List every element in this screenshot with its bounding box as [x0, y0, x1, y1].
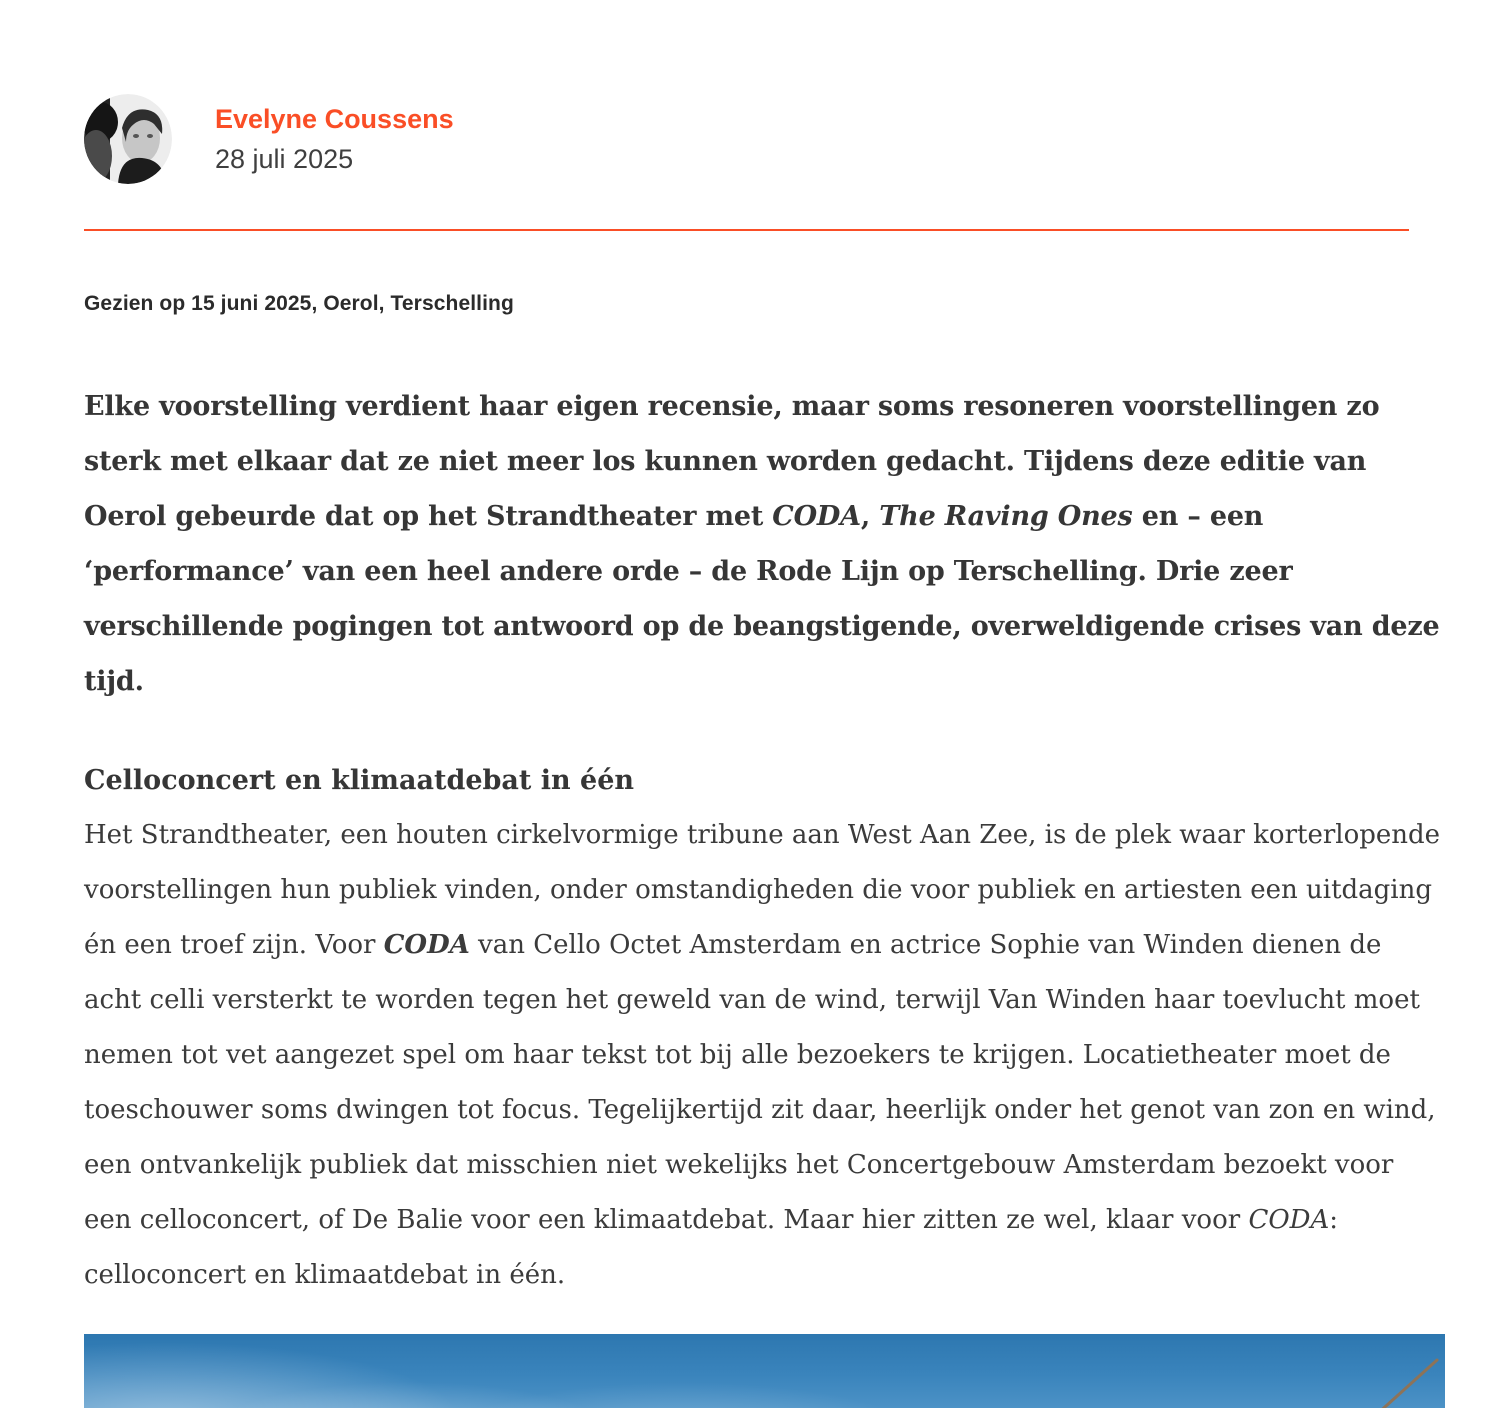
article-content-column	[84, 0, 1445, 1303]
author-header	[84, 0, 1445, 184]
seen-note: Gezien op 15 juni 2025, Oerol, Terschelling	[84, 292, 514, 315]
article-photo	[84, 1334, 1445, 1408]
author-meta	[215, 104, 454, 175]
accent-divider	[84, 229, 1409, 231]
publish-date: 28 juli 2025	[215, 143, 354, 174]
body-paragraph: Het Strandtheater, een houten cirkelvormige tribune aan West Aan Zee, is de plek waar korterlopende voorstellingen hun publiek vinden, onder omstandigheden die voor publiek en artiesten een uitdaging én een troef zijn. Voor CODA van Cello Octet Amsterdam en actrice Sophie van Winden dienen de acht celli versterkt te worden tegen het geweld van de wind, terwijl Van Winden haar toevlucht moet nemen tot vet aangezet spel om haar tekst tot bij alle bezoekers te krijgen. Locatietheater moet de toeschouwer soms dwingen tot focus. Tegelijkertijd zit daar, heerlijk onder het genot van zon en wind, een ontvankelijk publiek dat misschien niet wekelijks het Concertgebouw Amsterdam bezoekt voor een celloconcert, of De Balie voor een klimaatdebat. Maar hier zitten ze wel, klaar voor CODA: celloconcert en klimaatdebat in één.	[84, 820, 1441, 1290]
intro-paragraph: Elke voorstelling verdient haar eigen recensie, maar soms resoneren voorstellingen zo sterk met elkaar dat ze niet meer los kunnen worden gedacht. Tijdens deze editie van Oerol gebeurde dat op het Strandtheater met CODA, The Raving Ones en – een ‘performance’ van een heel andere orde – de Rode Lijn op Terschelling. Drie zeer verschillende pogingen tot antwoord op de beangstigende, overweldigende crises van deze tijd.	[84, 391, 1440, 697]
author-avatar[interactable]	[84, 94, 172, 184]
sky-image	[84, 1334, 1445, 1408]
section-heading: Celloconcert en klimaatdebat in één	[84, 765, 635, 796]
author-name-link[interactable]: Evelyne Coussens	[215, 103, 454, 134]
author-portrait-image	[84, 94, 172, 184]
